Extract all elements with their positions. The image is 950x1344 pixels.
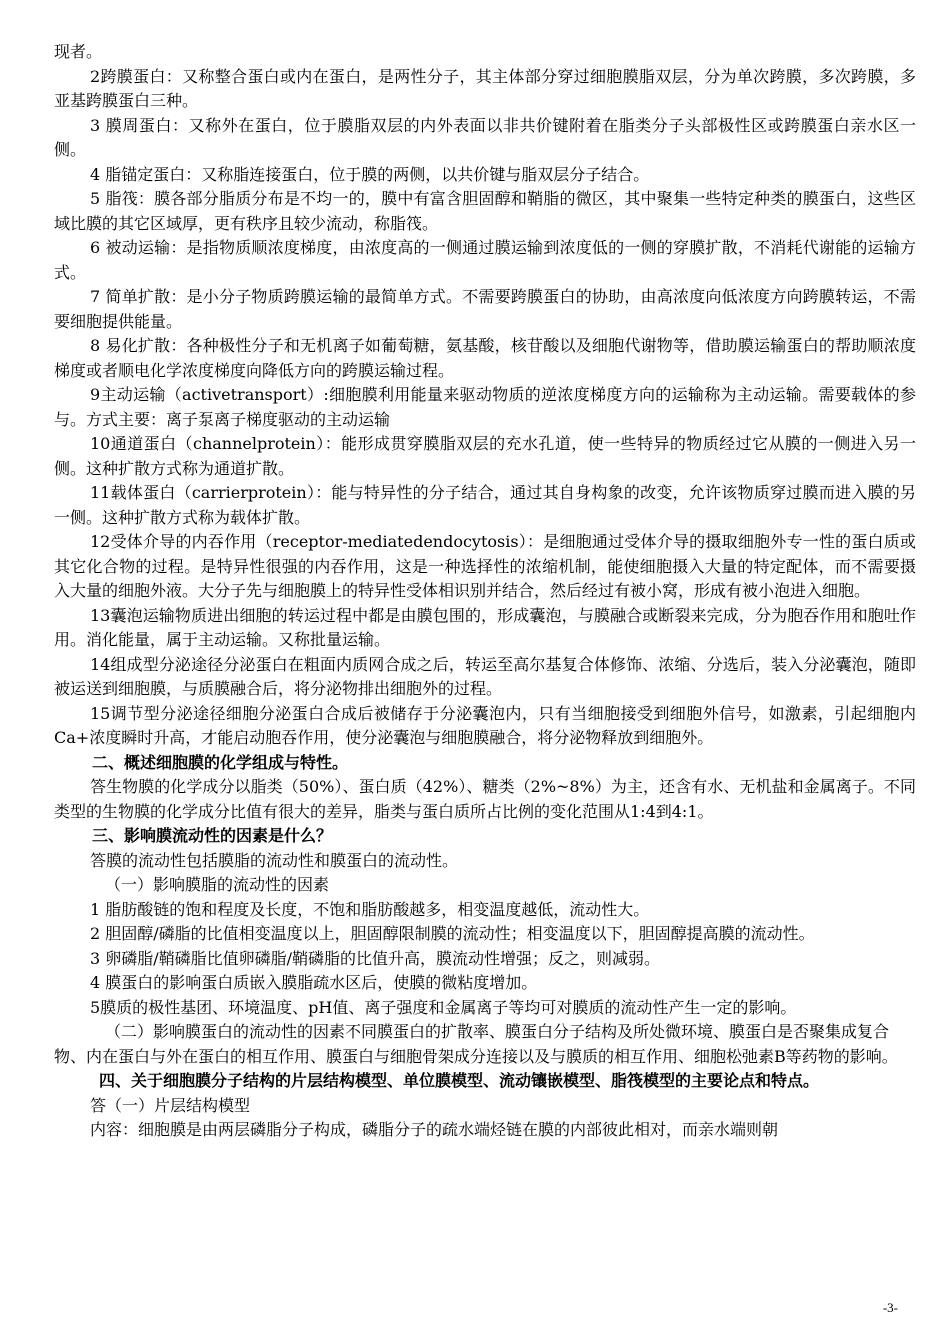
page-number: -3- [882,1300,898,1315]
body-paragraph: 11载体蛋白（carrierprotein）：能与特异性的分子结合，通过其自身构象的改变，允许该物质穿过膜而进入膜的另一侧。这种扩散方式称为载体扩散。 [54,483,916,527]
body-paragraph: 10通道蛋白（channelprotein）：能形成贯穿膜脂双层的充水孔道，使一些特异的物质经过它从膜的一侧进入另一侧。这种扩散方式称为通道扩散。 [54,434,916,478]
body-paragraph: 内容：细胞膜是由两层磷脂分子构成，磷脂分子的疏水端烃链在膜的内部彼此相对，而亲水端则朝 [90,1120,779,1139]
body-paragraph: 13囊泡运输物质进出细胞的转运过程中都是由膜包围的，形成囊泡，与膜融合或断裂来完成，分为胞吞作用和胞吐作用。消化能量，属于主动运输。又称批量运输。 [54,605,916,649]
body-paragraph: 4 膜蛋白的影响蛋白质嵌入膜脂疏水区后，使膜的微粘度增加。 [90,973,538,992]
body-paragraph: 答生物膜的化学成分以脂类（50%）、蛋白质（42%）、糖类（2%~8%）为主，还含有水、无机盐和金属离子。不同类型的生物膜的化学成分比值有很大的差异，脂类与蛋白质所占比例的变化范围从1:4到4:1。 [54,777,916,821]
body-paragraph: 1 脂肪酸链的饱和程度及长度，不饱和脂肪酸越多，相变温度越低，流动性大。 [90,899,650,919]
body-paragraph: 12受体介导的内吞作用（receptor-mediatedendocytosis）：是细胞通过受体介导的摄取细胞外专一性的蛋白质或其它化合物的过程。是特异性很强的内吞作用，这是一种选择性的浓缩机制，能使细胞摄入大量的特定配体，而不需要摄入大量的细胞外液。大分子先与细胞膜上的特异性受体相识别并结合，然后经过有被小窝，形成有被小泡进入细胞。 [54,532,916,600]
body-paragraph: 3 膜周蛋白：又称外在蛋白，位于膜脂双层的内外表面以非共价键附着在脂类分子头部极性区或跨膜蛋白亲水区一侧。 [54,115,916,159]
subsection-paragraph: （一）影响膜脂的流动性的因素 [105,875,330,894]
body-paragraph: 7 简单扩散：是小分子物质跨膜运输的最简单方式。不需要跨膜蛋白的协助，由高浓度向低浓度方向跨膜转运，不需要细胞提供能量。 [54,287,916,331]
body-paragraph: 5 脂筏：膜各部分脂质分布是不均一的，膜中有富含胆固醇和鞘脂的微区，其中聚集一些特定种类的膜蛋白，这些区域比膜的其它区域厚，更有秩序且较少流动，称脂筏。 [54,189,916,233]
document-body [54,40,916,1143]
body-paragraph: 答（一）片层结构模型 [90,1095,251,1115]
body-paragraph: 8 易化扩散：各种极性分子和无机离子如葡萄糖，氨基酸，核苷酸以及细胞代谢物等，借助膜运输蛋白的帮助顺浓度梯度或者顺电化学浓度梯度向降低方向的跨膜运输过程。 [54,336,916,380]
body-paragraph: 14组成型分泌途径分泌蛋白在粗面内质网合成之后，转运至高尔基复合体修饰、浓缩、分选后，装入分泌囊泡，随即被运送到细胞膜，与质膜融合后，将分泌物排出细胞外的过程。 [54,654,916,698]
body-paragraph: 6 被动运输：是指物质顺浓度梯度，由浓度高的一侧通过膜运输到浓度低的一侧的穿膜扩散，不消耗代谢能的运输方式。 [54,238,916,282]
body-paragraph: 答膜的流动性包括膜脂的流动性和膜蛋白的流动性。 [90,850,459,870]
body-paragraph: 9主动运输（activetransport）:细胞膜利用能量来驱动物质的逆浓度梯度方向的运输称为主动运输。需要载体的参与。方式主要：离子泵离子梯度驱动的主动运输 [54,385,916,429]
body-paragraph: 2 胆固醇/磷脂的比值相变温度以上，胆固醇限制膜的流动性；相变温度以下，胆固醇提高膜的流动性。 [90,924,815,943]
body-paragraph: 现者。 [54,42,103,61]
body-paragraph: 15调节型分泌途径细胞分泌蛋白合成后被储存于分泌囊泡内，只有当细胞接受到细胞外信号，如激素，引起细胞内Ca+浓度瞬时升高，才能启动胞吞作用，使分泌囊泡与细胞膜融合，将分泌物释放到细胞外。 [54,703,916,747]
section-heading: 二、概述细胞膜的化学组成与特性。 [92,752,349,772]
body-paragraph: 3 卵磷脂/鞘磷脂比值卵磷脂/鞘磷脂的比值升高，膜流动性增强；反之，则减弱。 [90,948,661,968]
body-paragraph: 2跨膜蛋白：又称整合蛋白或内在蛋白，是两性分子，其主体部分穿过细胞膜脂双层，分为单次跨膜，多次跨膜，多亚基跨膜蛋白三种。 [54,66,916,110]
section-heading: 四、关于细胞膜分子结构的片层结构模型、单位膜模型、流动镶嵌模型、脂筏模型的主要论点和特点。 [99,1071,820,1090]
body-paragraph: 4 脂锚定蛋白：又称脂连接蛋白，位于膜的两侧，以共价键与脂双层分子结合。 [90,164,650,184]
section-heading: 三、影响膜流动性的因素是什么？ [92,826,333,845]
body-paragraph: 5膜质的极性基团、环境温度、pH值、离子强度和金属离子等均可对膜质的流动性产生一定的影响。 [90,997,797,1017]
subsection-paragraph: （二）影响膜蛋白的流动性的因素不同膜蛋白的扩散率、膜蛋白分子结构及所处微环境、膜蛋白是否聚集成复合物、内在蛋白与外在蛋白的相互作用、膜蛋白与细胞骨架成分连接以及与膜质的相互作用、细胞松弛素B等药物的影响。 [54,1022,898,1066]
